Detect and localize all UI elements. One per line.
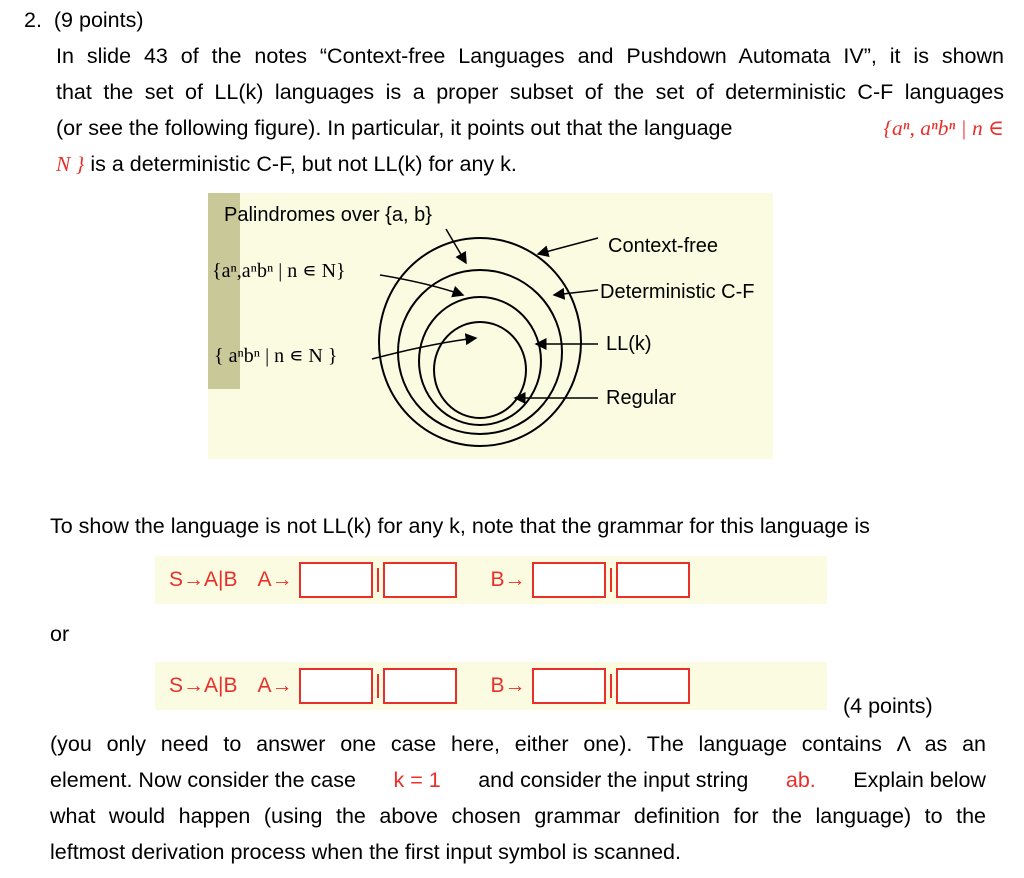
figure-diagram	[208, 193, 773, 459]
answer-slot-b3[interactable]	[532, 668, 606, 704]
figure-title-palindromes: Palindromes over {a, b}	[224, 204, 432, 226]
answer-slot-a3[interactable]	[299, 668, 373, 704]
figure-label-deterministic-cf: Deterministic C-F	[600, 281, 755, 303]
k-value: k = 1	[393, 768, 441, 792]
figure-label-lang2: { aⁿbⁿ | n ∊ N }	[214, 345, 338, 367]
grammar-box-1	[155, 556, 827, 604]
figure-label-llk: LL(k)	[606, 333, 652, 355]
arrow-palindromes	[446, 229, 466, 263]
regular-ellipse	[434, 322, 526, 418]
question-points: (9 points)	[53, 8, 144, 32]
intro-line-1: In slide 43 of the notes “Context-free Languages and Pushdown Automata IV”, it is shown	[56, 44, 1004, 68]
answer-slot-b4[interactable]	[616, 668, 690, 704]
answer-slot-b1[interactable]	[532, 562, 606, 598]
sub-question-points: (4 points)	[843, 694, 933, 718]
grammar-b-rule: B→	[490, 568, 526, 591]
intro-line-3: (or see the following figure). In particular, it points out that the language {aⁿ, aⁿbⁿ | n ∈	[56, 110, 1004, 146]
closing-line-1: (you only need to answer one case here, either one). The language contains Λ as an	[50, 732, 986, 756]
grammar-start-rule-2: S→A|B	[169, 674, 238, 697]
grammar-b-rule-2: B→	[490, 674, 526, 697]
figure-label-lang1: {aⁿ,aⁿbⁿ | n ∊ N}	[212, 260, 346, 282]
grammar-a-rule: A→	[257, 568, 293, 591]
figure-label-regular: Regular	[606, 387, 677, 409]
closing-line-4: leftmost derivation process when the first input symbol is scanned.	[50, 840, 681, 864]
language-math-expression-end: N }	[56, 152, 85, 176]
closing-line-3: what would happen (using the above chosen grammar definition for the language) to the	[50, 804, 986, 828]
answer-slot-b2[interactable]	[616, 562, 690, 598]
figure-label-context-free: Context-free	[608, 235, 719, 257]
llk-ellipse	[419, 297, 541, 425]
closing-line-2: element. Now consider the case k = 1 and consider the input string ab. Explain below	[50, 762, 986, 798]
arrow-deterministic-cf	[554, 290, 598, 295]
grammar-intro: To show the language is not LL(k) for any k, note that the grammar for this language is	[50, 514, 870, 538]
arrow-context-free	[538, 238, 598, 254]
grammar-a-rule-2: A→	[257, 674, 293, 697]
grammar-start-rule: S→A|B	[169, 568, 238, 591]
answer-slot-a2[interactable]	[383, 562, 457, 598]
or-label: or	[50, 622, 70, 646]
language-math-expression: {aⁿ, aⁿbⁿ | n ∈	[883, 116, 1004, 140]
deterministic-cf-ellipse	[398, 270, 562, 434]
question-number: 2. (9 points)	[24, 8, 144, 32]
input-string: ab.	[785, 768, 816, 792]
language-hierarchy-figure	[208, 193, 773, 459]
intro-line-4: N } is a deterministic C-F, but not LL(k) for any k.	[56, 152, 517, 176]
answer-slot-a4[interactable]	[383, 668, 457, 704]
answer-slot-a1[interactable]	[299, 562, 373, 598]
grammar-box-2	[155, 662, 827, 710]
arrow-lang2	[372, 338, 476, 359]
intro-line-2: that the set of LL(k) languages is a proper subset of the set of deterministic C-F languages	[56, 80, 1004, 104]
